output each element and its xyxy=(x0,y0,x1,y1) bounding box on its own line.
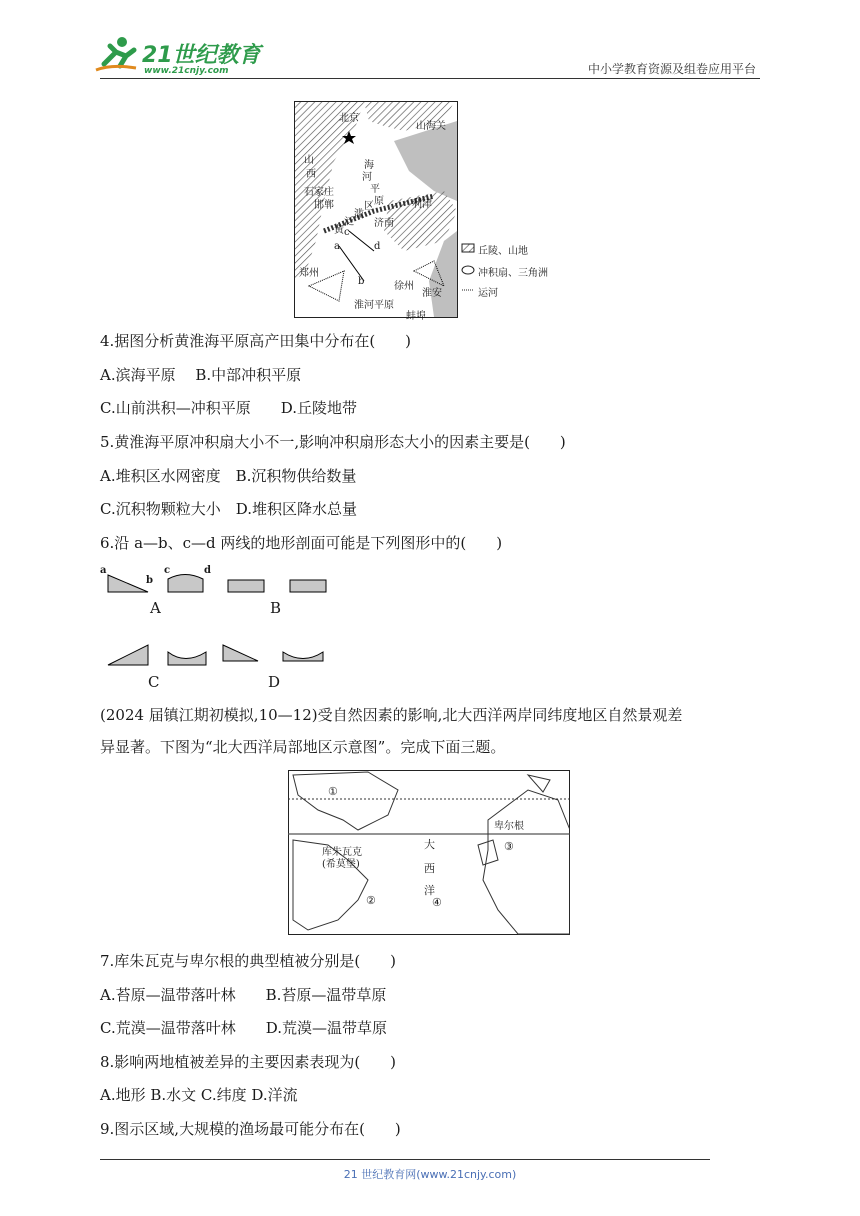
question-5-options-ab: A.堆积区水网密度 B.沉积物供给数量 xyxy=(100,467,357,485)
profile-a-c: c xyxy=(164,565,171,576)
label-kuujjuaq: 库朱瓦克 xyxy=(322,847,362,858)
label-kuujjuaq-alt: (希莫堡) xyxy=(322,859,360,870)
point-3: ③ xyxy=(504,840,514,853)
map-label-lan: 滥 xyxy=(354,209,364,220)
profile-label-d: D xyxy=(268,673,281,691)
footer-text: 21 世纪教育网(www.21cnjy.com) xyxy=(343,1168,517,1181)
question-7-options-cd: C.荒漠—温带落叶林 D.荒漠—温带草原 xyxy=(100,1019,387,1037)
map-label-jinan: 济南 xyxy=(374,218,394,229)
north-atlantic-map xyxy=(288,770,570,935)
footer-divider xyxy=(100,1159,710,1160)
label-ocean-xi: 西 xyxy=(424,862,435,875)
map-label-he: 河 xyxy=(362,172,372,183)
map-label-huaihe-plain: 淮河平原 xyxy=(354,300,394,311)
profile-options xyxy=(98,565,338,690)
profile-label-a: A xyxy=(150,599,161,617)
map-label-hai: 海 xyxy=(364,160,374,171)
map-marker-b: b xyxy=(358,276,365,287)
question-7-options-ab: A.苔原—温带落叶林 B.苔原—温带草原 xyxy=(100,986,387,1004)
legend-canal: 运河 xyxy=(478,288,498,299)
question-9: 9.图示区域,大规模的渔场最可能分布在( ) xyxy=(100,1120,401,1138)
logo-url: www.21cnjy.com xyxy=(144,66,229,76)
profile-a-end: b xyxy=(146,575,153,586)
question-6: 6.沿 a—b、c—d 两线的地形剖面可能是下列图形中的( ) xyxy=(100,534,503,552)
profile-label-c: C xyxy=(148,673,160,691)
map-label-bengbu: 蚌埠 xyxy=(406,311,426,322)
point-4: ④ xyxy=(432,896,442,909)
logo-text: 21世纪教育 xyxy=(142,43,261,68)
intro-line-2: 异显著。下图为“北大西洋局部地区示意图”。完成下面三题。 xyxy=(100,738,506,756)
map-label-fan: 泛 xyxy=(344,217,354,228)
map-label-lijin: 利津 xyxy=(412,199,432,210)
map-label-qu: 区 xyxy=(364,201,374,212)
map-label-yuan: 原 xyxy=(374,196,384,207)
question-4-options-ab: A.滨海平原 B.中部冲积平原 xyxy=(100,366,302,384)
label-ocean-da: 大 xyxy=(424,838,435,851)
profile-a-d: d xyxy=(204,565,211,576)
map-label-shijiazhuang: 石家庄 xyxy=(304,187,334,198)
header-platform-text: 中小学教育资源及组卷应用平台 xyxy=(587,62,756,76)
huanghuaihai-map xyxy=(294,101,566,322)
map-label-xuzhou: 徐州 xyxy=(394,281,414,292)
map-label-huaian: 淮安 xyxy=(422,288,442,299)
profile-label-b: B xyxy=(270,599,282,617)
question-8-options: A.地形 B.水文 C.纬度 D.洋流 xyxy=(100,1086,298,1104)
map-label-shanhaiguan: 山海关 xyxy=(416,121,446,132)
profile-a-start: a xyxy=(100,565,107,576)
map-label-huang: 黄 xyxy=(334,225,344,236)
question-5-options-cd: C.沉积物颗粒大小 D.堆积区降水总量 xyxy=(100,500,357,518)
map-label-beijing: 北京 xyxy=(339,113,359,124)
label-ocean-yang: 洋 xyxy=(424,884,435,897)
map-marker-d: d xyxy=(374,241,381,252)
intro-line-1: (2024 届镇江期初模拟,10—12)受自然因素的影响,北大西洋两岸同纬度地区自然景观差 xyxy=(100,706,683,724)
legend-fans: 冲积扇、三角洲 xyxy=(478,268,548,279)
question-8: 8.影响两地植被差异的主要因素表现为( ) xyxy=(100,1053,397,1071)
map-label-xi: 西 xyxy=(306,169,316,180)
map-label-ping: 平 xyxy=(370,184,380,195)
map-label-handan: 邯郸 xyxy=(314,200,334,211)
question-5: 5.黄淮海平原冲积扇大小不一,影响冲积扇形态大小的因素主要是( ) xyxy=(100,433,566,451)
map-label-zhengzhou: 郑州 xyxy=(299,268,319,279)
map-marker-a: a xyxy=(334,241,340,252)
label-bergen: 卑尔根 xyxy=(494,821,524,832)
map-label-shan: 山 xyxy=(304,155,314,166)
header-divider xyxy=(100,78,760,79)
site-logo xyxy=(92,34,267,78)
legend-hills: 丘陵、山地 xyxy=(478,246,528,257)
question-4-options-cd: C.山前洪积—冲积平原 D.丘陵地带 xyxy=(100,399,357,417)
point-1: ① xyxy=(328,785,338,798)
question-7: 7.库朱瓦克与卑尔根的典型植被分别是( ) xyxy=(100,952,397,970)
point-2: ② xyxy=(366,894,376,907)
question-4: 4.据图分析黄淮海平原高产田集中分布在( ) xyxy=(100,332,412,350)
map-marker-c: c xyxy=(344,227,350,238)
